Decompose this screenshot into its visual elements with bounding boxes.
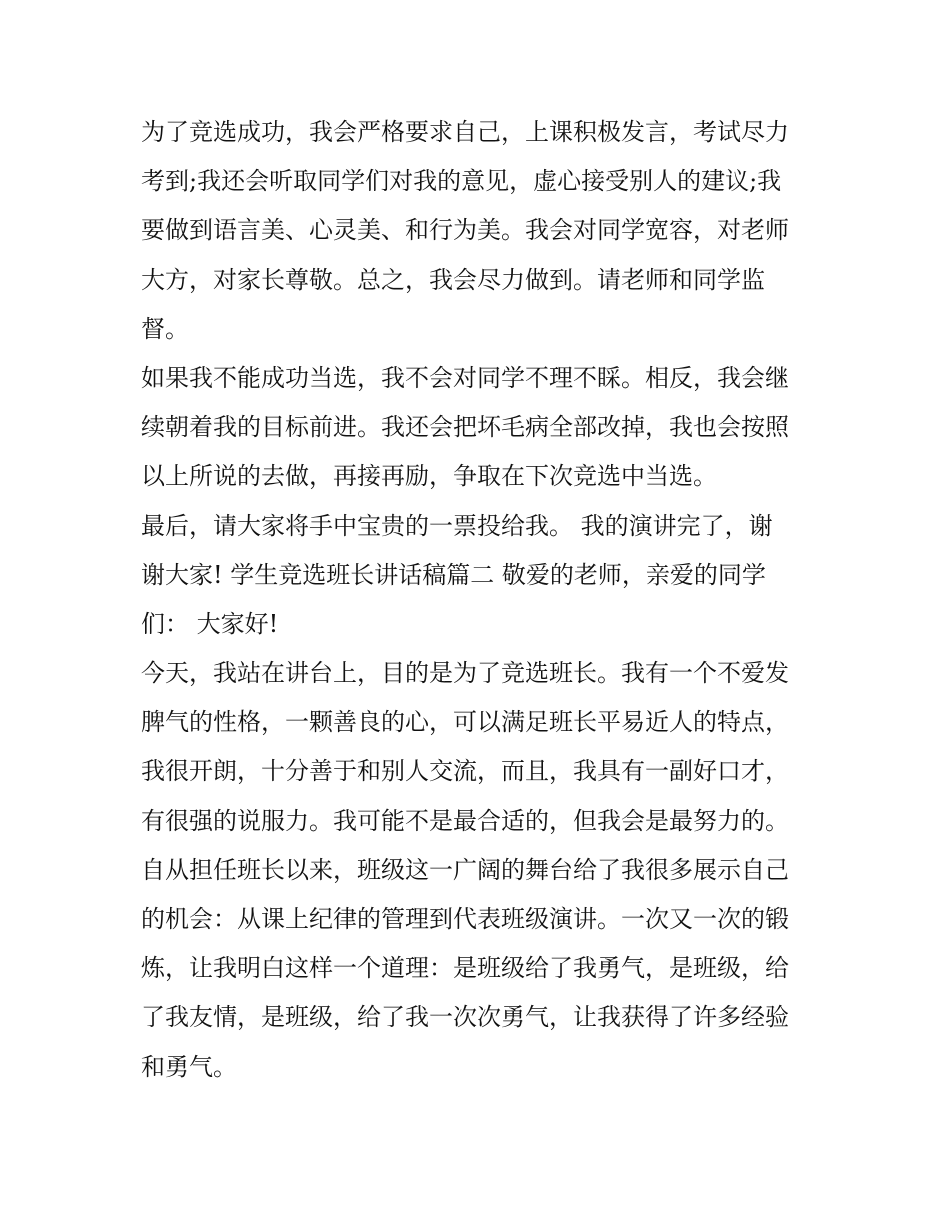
text-line: 的机会：从课上纪律的管理到代表班级演讲。一次又一次的锻 [141, 905, 789, 933]
text-line: 大方，对家长尊敬。总之，我会尽力做到。请老师和同学监 [141, 265, 765, 294]
text-line: 自从担任班长以来，班级这一广阔的舞台给了我很多展示自己 [141, 855, 789, 884]
text-line: 为了竞选成功，我会严格要求自己，上课积极发言，考试尽力 [141, 118, 789, 146]
text-line: 炼，让我明白这样一个道理：是班级给了我勇气，是班级，给 [141, 954, 789, 983]
text-line: 了我友情，是班级，给了我一次次勇气，让我获得了许多经验 [141, 1003, 789, 1032]
text-line: 续朝着我的目标前进。我还会把坏毛病全部改掉，我也会按照 [141, 413, 789, 442]
document-body [141, 108, 821, 1092]
text-line: 考到;我还会听取同学们对我的意见，虚心接受别人的建议;我 [141, 167, 782, 196]
text-line: 们： 大家好! [141, 609, 279, 638]
text-line: 脾气的性格，一颗善良的心，可以满足班长平易近人的特点， [141, 708, 789, 737]
text-line: 督。 [141, 314, 189, 343]
text-line: 和勇气。 [141, 1052, 237, 1081]
text-line: 最后，请大家将手中宝贵的一票投给我。 我的演讲完了，谢 [141, 511, 773, 540]
text-line: 今天，我站在讲台上，目的是为了竞选班长。我有一个不爱发 [141, 659, 789, 688]
text-line: 有很强的说服力。我可能不是最合适的，但我会是最努力的。 [141, 806, 789, 835]
text-line: 谢大家! 学生竞选班长讲话稿篇二 敬爱的老师，亲爱的同学 [141, 560, 766, 589]
text-line: 要做到语言美、心灵美、和行为美。我会对同学宽容，对老师 [141, 216, 789, 245]
text-line: 如果我不能成功当选，我不会对同学不理不睬。相反，我会继 [141, 363, 789, 392]
text-line: 我很开朗，十分善于和别人交流，而且，我具有一副好口才， [141, 757, 789, 786]
text-line: 以上所说的去做，再接再励，争取在下次竞选中当选。 [141, 462, 717, 491]
